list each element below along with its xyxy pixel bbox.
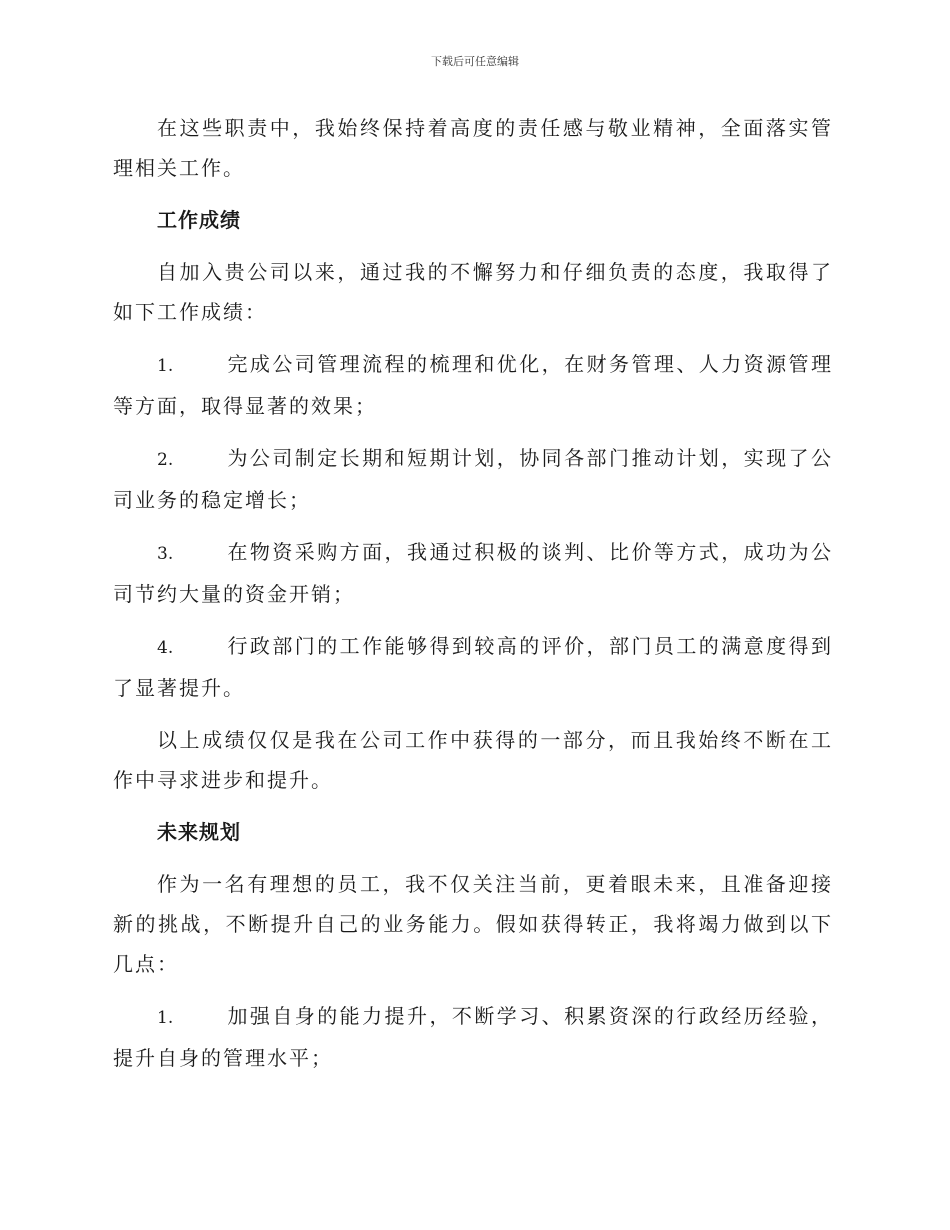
- section-heading-achievements: 工作成绩: [157, 208, 241, 232]
- list-item-number: 1.: [157, 356, 174, 376]
- list-item-text: 加强自身的能力提升，不断学习、积累资深的行政经历经验，提升自身的管理水平；: [113, 1004, 833, 1070]
- list-item: [113, 438, 833, 520]
- list-item: [113, 344, 833, 426]
- list-item: [113, 532, 833, 614]
- list-item-number: 2.: [157, 450, 174, 470]
- list-item-text: 行政部门的工作能够得到较高的评价，部门员工的满意度得到了显著提升。: [113, 634, 833, 700]
- list-item-text: 为公司制定长期和短期计划，协同各部门推动计划，实现了公司业务的稳定增长；: [113, 446, 833, 512]
- achievements-lead-paragraph: 自加入贵公司以来，通过我的不懈努力和仔细负责的态度，我取得了如下工作成绩：: [113, 260, 833, 324]
- list-item-text: 在物资采购方面，我通过积极的谈判、比价等方式，成功为公司节约大量的资金开销；: [113, 540, 833, 606]
- list-item-number: 4.: [157, 638, 174, 658]
- list-item-number: 1.: [157, 1008, 174, 1028]
- list-item: [113, 996, 833, 1078]
- achievements-closing-paragraph: 以上成绩仅仅是我在公司工作中获得的一部分，而且我始终不断在工作中寻求进步和提升。: [113, 728, 833, 792]
- list-item: [113, 626, 833, 708]
- page-header: 下载后可任意编辑: [431, 55, 519, 68]
- document-body: [113, 108, 833, 1090]
- section-heading-future-plans: 未来规划: [157, 820, 241, 844]
- list-item-text: 完成公司管理流程的梳理和优化，在财务管理、人力资源管理等方面，取得显著的效果；: [113, 352, 833, 418]
- future-plans-lead-paragraph: 作为一名有理想的员工，我不仅关注当前，更着眼未来，且准备迎接新的挑战，不断提升自己的业务能力。假如获得转正，我将竭力做到以下几点：: [113, 872, 833, 976]
- intro-paragraph: 在这些职责中，我始终保持着高度的责任感与敬业精神，全面落实管理相关工作。: [113, 116, 833, 180]
- list-item-number: 3.: [157, 544, 174, 564]
